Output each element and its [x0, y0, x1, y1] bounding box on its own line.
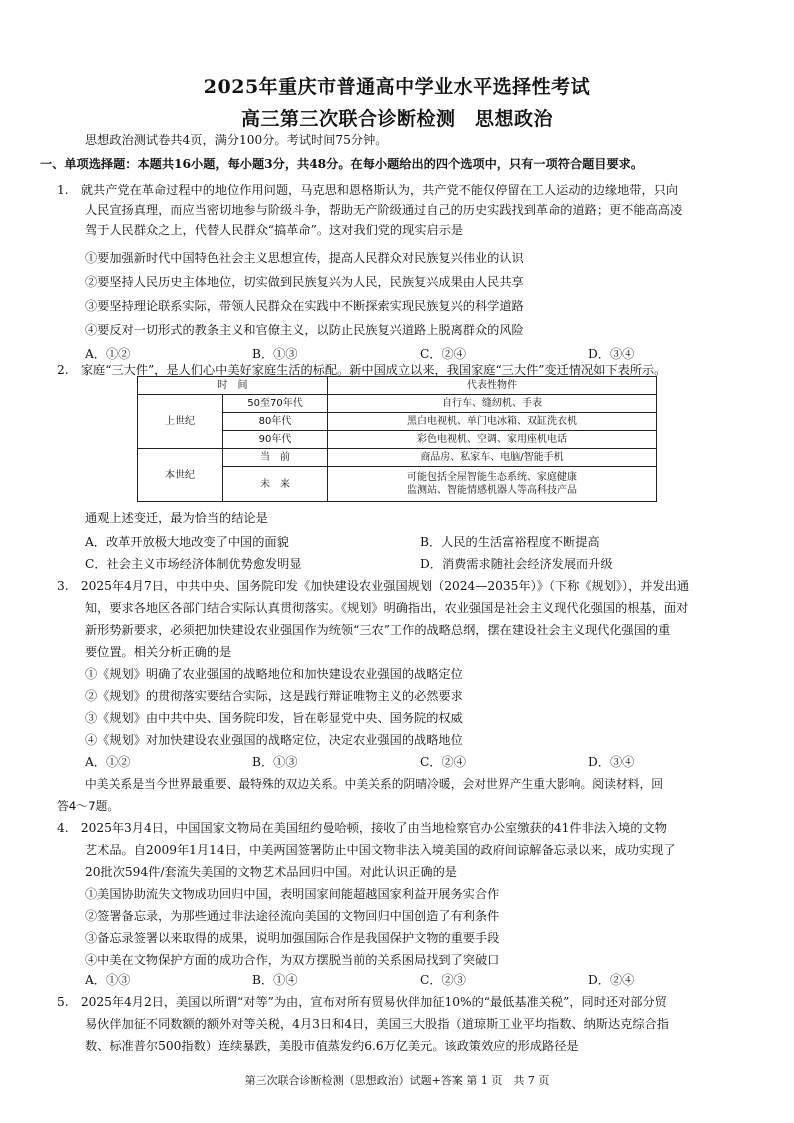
- q1-stem-line: 人民宣扬真理，而应当密切地参与阶级斗争，帮助无产阶级通过自己的历史实践找到革命的道路；更不能高高凌: [85, 203, 683, 217]
- q4-stem-line: 4. 2025年3月4日，中国国家文物局在美国纽约曼哈顿，接收了由当地检察官办公室缴获的41件非法入境的文物: [57, 821, 667, 835]
- table-items: 自行车、缝纫机、手表: [328, 395, 657, 413]
- q3-stem-line: 3. 2025年4月7日，中共中央、国务院印发《加快建设农业强国规划（2024—2035年）》（下称《规划》），并发出通: [57, 579, 690, 593]
- q1-item: ④要反对一切形式的教条主义和官僚主义，以防止民族复兴道路上脱离群众的风险: [85, 323, 524, 337]
- table-period: 未 来: [223, 467, 328, 502]
- table-items: 黑白电视机、单门电冰箱、双缸洗衣机: [328, 413, 657, 431]
- q3-item: ③《规划》由中共中央、国务院印发，旨在彰显党中央、国务院的权威: [85, 711, 463, 725]
- q2-question: 通观上述变迁，最为恰当的结论是: [85, 511, 268, 525]
- q5-stem-line: 数、标准普尔500指数）连续暴跌，美股市值蒸发约6.6万亿美元。该政策效应的形成路径是: [85, 1039, 579, 1053]
- q4-item: ②签署备忘录，为那些通过非法途径流向美国的文物回归中国创造了有利条件: [85, 909, 500, 923]
- q1-option-d[interactable]: D．③④: [588, 347, 635, 361]
- table-header-items: 代表性物件: [328, 377, 657, 395]
- q1-stem-line: 驾于人民群众之上，代替人民群众“搞革命”。这对我们党的现实启示是: [85, 223, 464, 237]
- q1-item: ①要加强新时代中国特色社会主义思想宣传，提高人民群众对民族复兴伟业的认识: [85, 251, 524, 265]
- q3-item: ②《规划》的贯彻落实要结合实际，这是践行辩证唯物主义的必然要求: [85, 689, 463, 703]
- q4-stem-line: 20批次594件/套流失美国的文物艺术品回归中国。对此认识正确的是: [85, 865, 457, 879]
- q3-option-d[interactable]: D．③④: [588, 755, 635, 769]
- q2-option-d[interactable]: D．消费需求随社会经济发展而升级: [420, 557, 613, 571]
- three-items-table: [137, 376, 657, 502]
- q3-option-a[interactable]: A．①②: [85, 755, 131, 769]
- q4-option-d[interactable]: D．②④: [588, 973, 635, 987]
- q1-stem-line: 1. 就共产党在革命过程中的地位作用问题，马克思和恩格斯认为，共产党不能仅停留在工人运动的边缘地带，只向: [57, 183, 679, 197]
- q4-stem-line: 艺术品。自2009年1月14日，中美两国签署防止中国文物非法入境美国的政府间谅解备忘录以来，成功实现了: [85, 843, 676, 857]
- exam-subtitle: 高三第三次联合诊断检测 思想政治: [240, 108, 553, 130]
- table-group-last-century: 上世纪: [138, 395, 223, 449]
- q2-option-a[interactable]: A．改革开放极大地改变了中国的面貌: [85, 535, 289, 549]
- table-period: 90年代: [223, 431, 328, 449]
- table-period: 50至70年代: [223, 395, 328, 413]
- q4-item: ①美国协助流失文物成功回归中国，表明国家间能超越国家利益开展务实合作: [85, 887, 500, 901]
- q4-item: ④中美在文物保护方面的成功合作，为双方摆脱当前的关系困局找到了突破口: [85, 953, 500, 967]
- table-items: 彩色电视机、空调、家用座机电话: [328, 431, 657, 449]
- q3-stem-line: 新形势新要求，必须把加快建设农业强国作为统领“三农”工作的战略总纲，摆在建设社会主义现代化强国的重: [85, 623, 671, 637]
- section-heading: 一、单项选择题：本题共16小题，每小题3分，共48分。在每小题给出的四个选项中，只有一项符合题目要求。: [40, 157, 644, 171]
- q3-item: ④《规划》对加快建设农业强国的战略定位，决定农业强国的战略地位: [85, 733, 463, 747]
- q3-stem-line: 要位置。相关分析正确的是: [85, 645, 232, 659]
- q2-option-b[interactable]: B．人民的生活富裕程度不断提高: [420, 535, 600, 549]
- table-period: 当 前: [223, 449, 328, 467]
- page-footer: 第三次联合诊断检测（思想政治）试题+答案 第 1 页 共 7 页: [244, 1074, 550, 1087]
- material-line: 中美关系是当今世界最重要、最特殊的双边关系。中美关系的阴晴冷暖，会对世界产生重大影响。阅读材料，回: [85, 777, 664, 791]
- q3-item: ①《规划》明确了农业强国的战略地位和加快建设农业强国的战略定位: [85, 667, 463, 681]
- q2-stem: 2. 家庭“三大件”，是人们心中美好家庭生活的标配。新中国成立以来，我国家庭“三大件”变迁情况如下表所示。: [57, 363, 667, 377]
- q4-option-b[interactable]: B．①④: [252, 973, 298, 987]
- q1-item: ③要坚持理论联系实际，带领人民群众在实践中不断探索实现民族复兴的科学道路: [85, 299, 524, 313]
- table-items-line: 可能包括全屋智能生态系统、家庭健康: [407, 472, 577, 483]
- q4-option-c[interactable]: C．②③: [420, 973, 466, 987]
- q1-option-b[interactable]: B．①③: [252, 347, 298, 361]
- q3-option-b[interactable]: B．①③: [252, 755, 298, 769]
- q3-stem-line: 知，要求各地区各部门结合实际认真贯彻落实。《规划》明确指出，农业强国是社会主义现代化强国的根基，面对: [85, 601, 689, 615]
- table-items: 商品房、私家车、电脑/智能手机: [328, 449, 657, 467]
- q1-option-a[interactable]: A．①②: [85, 347, 131, 361]
- q1-item: ②要坚持人民历史主体地位，切实做到民族复兴为人民，民族复兴成果由人民共享: [85, 275, 524, 289]
- q5-stem-line: 5. 2025年4月2日，美国以所谓“对等”为由，宣布对所有贸易伙伴加征10%的“最低基准关税”，同时还对部分贸: [57, 995, 667, 1009]
- q2-option-c[interactable]: C．社会主义市场经济体制优势愈发明显: [85, 557, 302, 571]
- q4-item: ③备忘录签署以来取得的成果，说明加强国际合作是我国保护文物的重要手段: [85, 931, 500, 945]
- q1-option-c[interactable]: C．②④: [420, 347, 466, 361]
- table-header-time: 时 间: [138, 377, 328, 395]
- table-group-this-century: 本世纪: [138, 449, 223, 502]
- q4-option-a[interactable]: A．①③: [85, 973, 131, 987]
- q3-option-c[interactable]: C．②④: [420, 755, 466, 769]
- table-items-line: 监测站、智能情感机器人等高科技产品: [407, 485, 577, 496]
- q5-stem-line: 易伙伴加征不同数额的额外对等关税，4月3日和4日，美国三大股指（道琼斯工业平均指数、纳斯达克综合指: [85, 1017, 669, 1031]
- exam-title: 2025年重庆市普通高中学业水平选择性考试: [203, 76, 591, 98]
- exam-intro: 思想政治测试卷共4页，满分100分。考试时间75分钟。: [85, 133, 388, 147]
- table-period: 80年代: [223, 413, 328, 431]
- table-items-future: [328, 467, 657, 502]
- material-line: 答4～7题。: [57, 799, 120, 813]
